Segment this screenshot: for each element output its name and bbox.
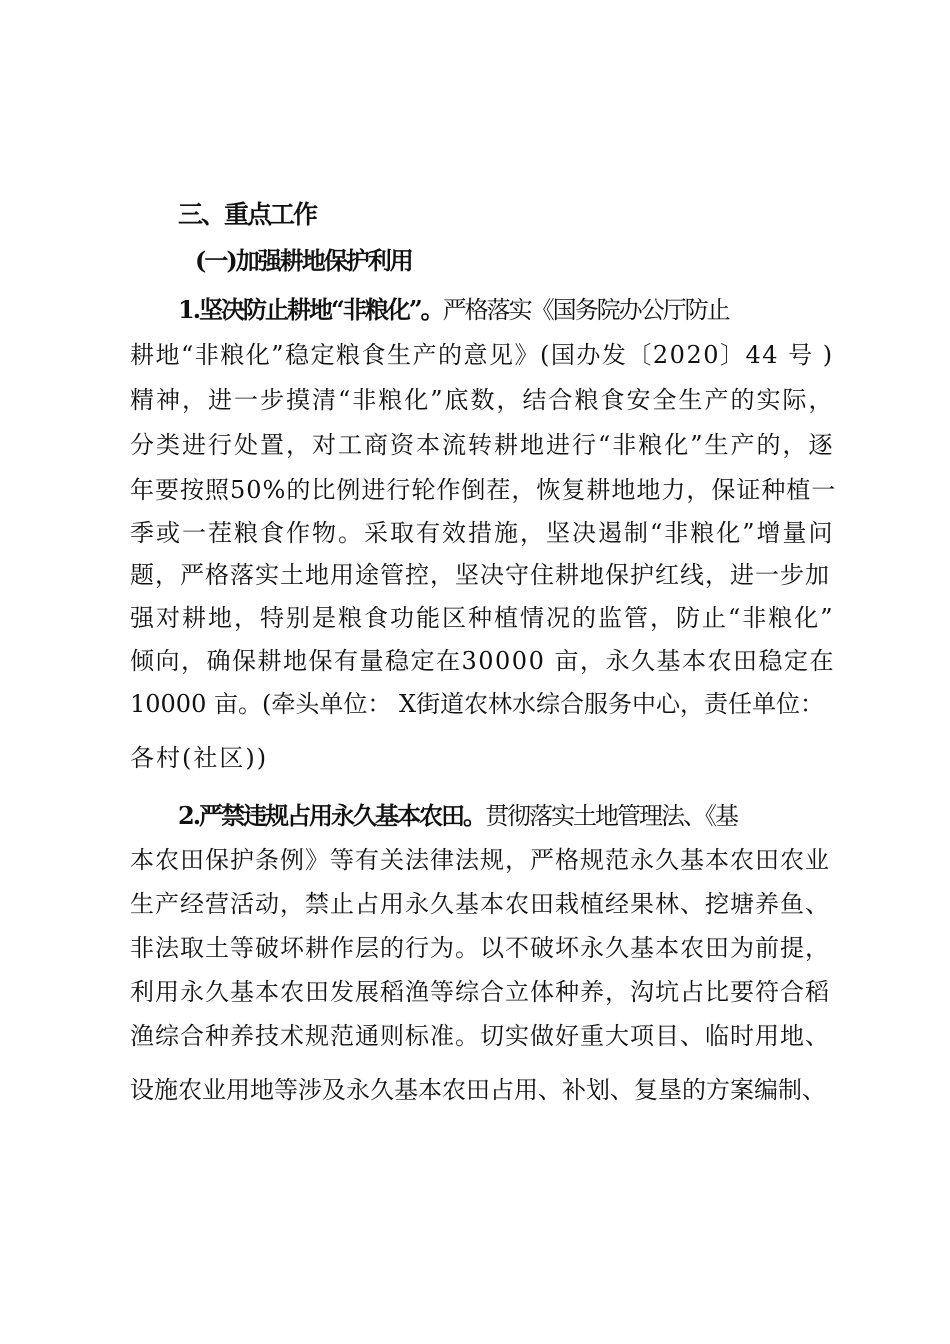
item2-line-5: 渔综合种养技术规范通则标准。切实做好重大项目、临时用地、 xyxy=(130,1022,830,1050)
item1-line-5: 季或一茬粮食作物。采取有效措施，坚决遏制“非粮化”增量问 xyxy=(130,519,835,547)
item1-line-0: 严格落实《国务院办公厅防止 xyxy=(442,296,729,324)
item2-heading: 2.严禁违规占用永久基本农田。 xyxy=(178,801,486,830)
item1-line-1: 耕地“非粮化”稳定粮食生产的意见》(国办发〔2020〕44 号 ) xyxy=(130,341,834,369)
item2-line-6: 设施农业用地等涉及永久基本农田占用、补划、复垦的方案编制、 xyxy=(130,1076,826,1104)
item2-line-2: 生产经营活动，禁止占用永久基本农田栽植经果林、挖塘养鱼、 xyxy=(130,890,830,918)
item1-line-3: 分类进行处置，对工商资本流转耕地进行“非粮化”生产的，逐 xyxy=(130,431,835,459)
item2-first-line xyxy=(178,801,878,831)
item1-first-line xyxy=(178,295,878,325)
item2-line-3: 非法取土等破坏耕作层的行为。以不破坏永久基本农田为前提， xyxy=(130,934,830,962)
section-title: 三、重点工作 xyxy=(178,200,317,229)
item2-line-4: 利用永久基本农田发展稻渔等综合立体种养，沟坑占比要符合稻 xyxy=(130,978,830,1006)
subsection-title: (一)加强耕地保护利用 xyxy=(195,246,412,275)
item1-line-9: 10000 亩。(牵头单位： X街道农林水综合服务中心，责任单位： xyxy=(130,690,825,718)
item1-line-6: 题，严格落实土地用途管控，坚决守住耕地保护红线，进一步加 xyxy=(130,561,830,589)
item1-line-4: 年要按照50%的比例进行轮作倒茬，恢复耕地地力，保证种植一 xyxy=(130,476,837,504)
item2-line-1: 本农田保护条例》等有关法律法规，严格规范永久基本农田农业 xyxy=(130,846,830,874)
item1-line-10: 各村(社区)) xyxy=(130,744,269,772)
item1-line-8: 倾向，确保耕地保有量稳定在30000 亩，永久基本农田稳定在 xyxy=(130,647,835,675)
item1-line-2: 精神，进一步摸清“非粮化”底数，结合粮食安全生产的实际， xyxy=(130,386,835,414)
item1-heading: 1.坚决防止耕地“非粮化”。 xyxy=(178,295,443,324)
item1-line-7: 强对耕地，特别是粮食功能区种植情况的监管，防止“非粮化” xyxy=(130,604,835,632)
item2-line-0: 贯彻落实土地管理法、《基 xyxy=(485,802,738,830)
